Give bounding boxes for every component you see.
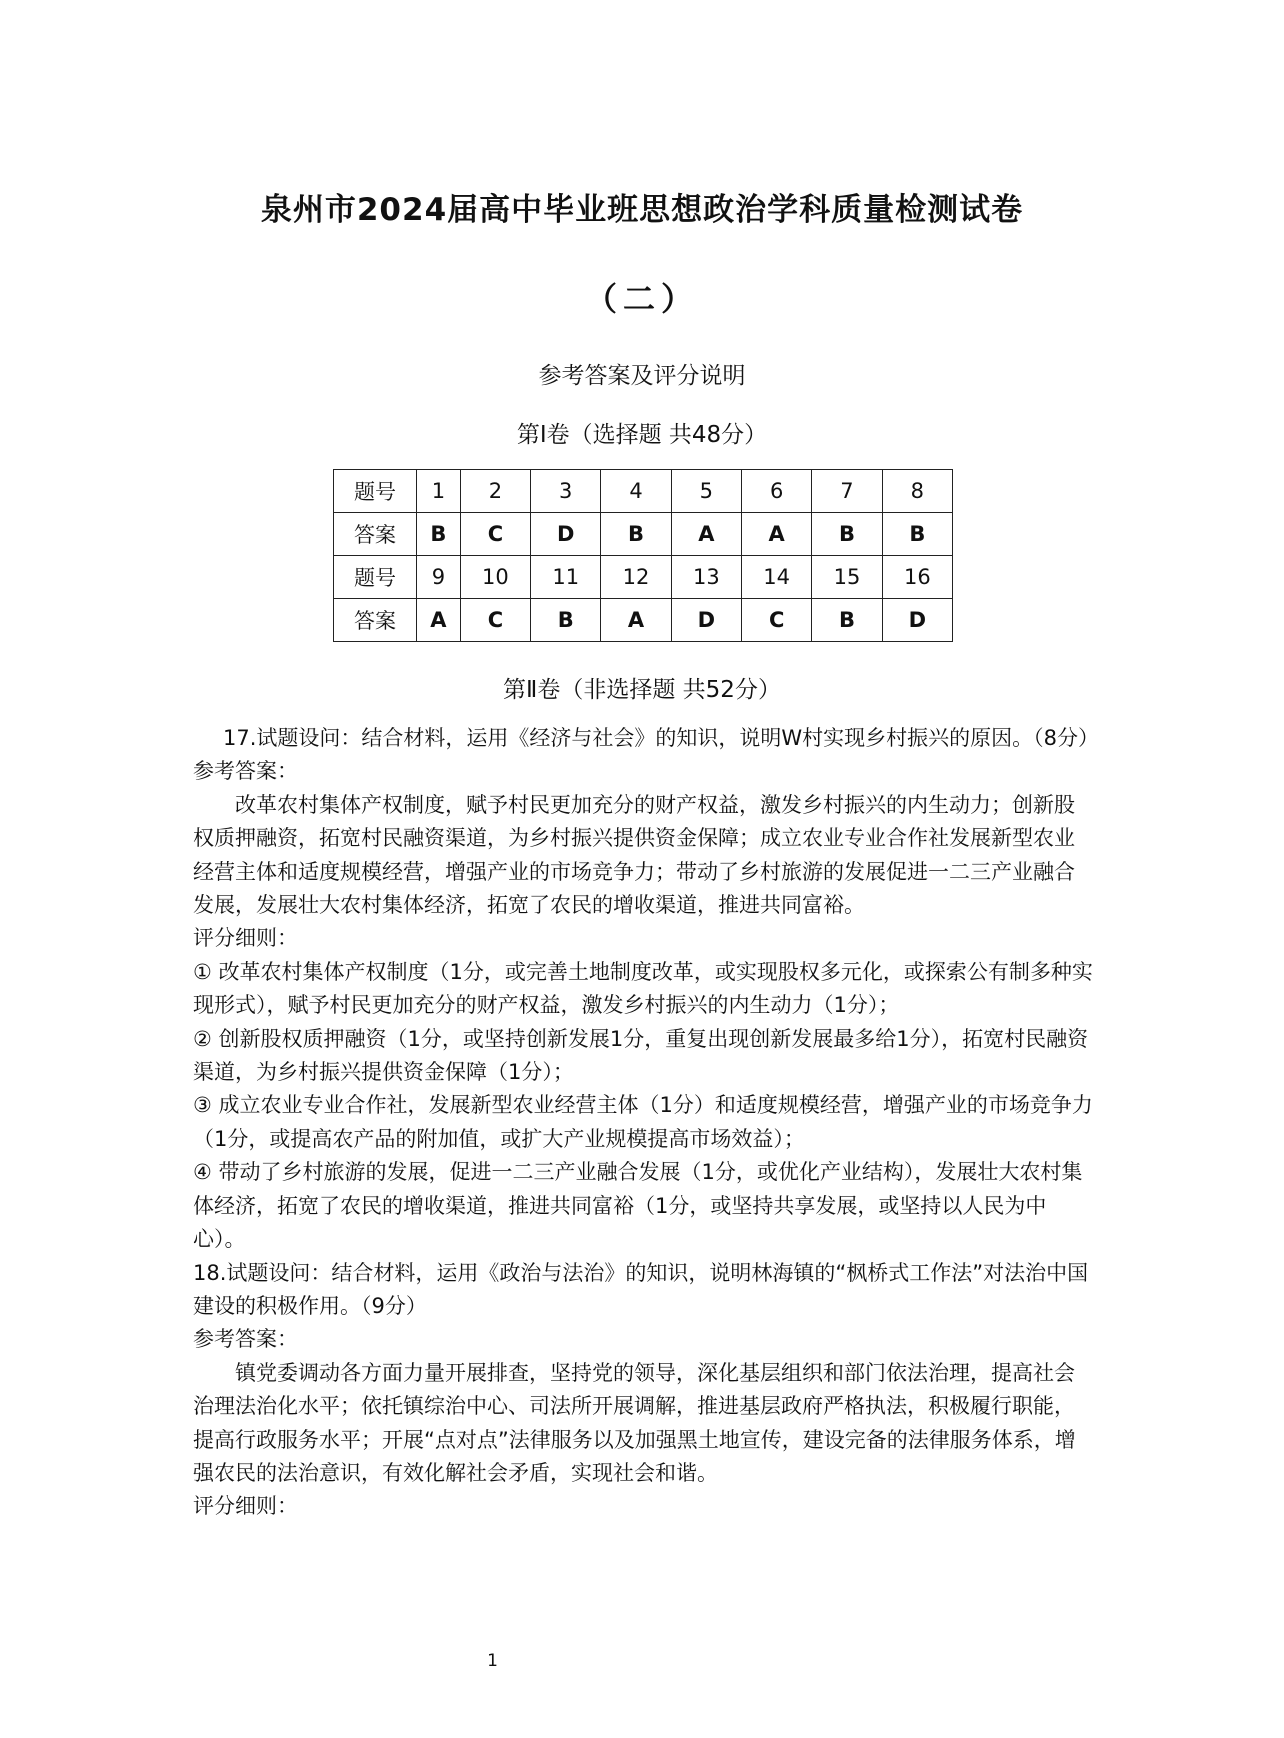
question-number: 3 <box>531 470 601 513</box>
answer-cell: B <box>812 513 882 556</box>
section-2-title: 第Ⅱ卷（非选择题 共52分） <box>503 677 781 703</box>
page-subtitle: （二） <box>584 280 699 318</box>
q17-rule-4: ④ 带动了乡村旅游的发展，促进一二三产业融合发展（1分，或优化产业结构），发展壮大农村集体经济，拓宽了农民的增收渠道，推进共同富裕（1分，或坚持共享发展，或坚持以人民为中心）。 <box>193 1160 1083 1252</box>
answer-cell: A <box>601 599 671 642</box>
question-number: 6 <box>742 470 812 513</box>
q17-rule-1: ① 改革农村集体产权制度（1分，或完善土地制度改革，或实现股权多元化，或探索公有制多种实现形式），赋予村民更加充分的财产权益，激发乡村振兴的内生动力（1分）； <box>193 959 1093 1018</box>
question-number: 12 <box>601 556 671 599</box>
question-number: 1 <box>417 470 461 513</box>
q18-rules-label: 评分细则： <box>193 1494 298 1519</box>
page-title: 泉州市2024届高中毕业班思想政治学科质量检测试卷 <box>260 192 1024 228</box>
answer-cell: A <box>742 513 812 556</box>
question-number: 4 <box>601 470 671 513</box>
answer-cell: B <box>812 599 882 642</box>
table-row <box>334 513 953 556</box>
answer-cell: A <box>417 599 461 642</box>
q17-question: 17.试题设问：结合材料，运用《经济与社会》的知识，说明W村实现乡村振兴的原因。（8分） <box>223 726 1100 750</box>
table-row <box>334 470 953 513</box>
q17-rule-2: ② 创新股权质押融资（1分，或坚持创新发展1分，重复出现创新发展最多给1分），拓宽村民融资渠道，为乡村振兴提供资金保障（1分）； <box>193 1026 1089 1085</box>
question-number: 13 <box>671 556 741 599</box>
question-number: 5 <box>671 470 741 513</box>
answer-cell: B <box>531 599 601 642</box>
q17-answer: 改革农村集体产权制度，赋予村民更加充分的财产权益，激发乡村振兴的内生动力；创新股权质押融资，拓宽村民融资渠道，为乡村振兴提供资金保障；成立农业专业合作社发展新型农业经营主体和适度规模经营，增强产业的市场竞争力；带动了乡村旅游的发展促进一二三产业融合发展，发展壮大农村集体经济，拓宽了农民的增收渠道，推进共同富裕。 <box>193 792 1075 918</box>
answer-cell: B <box>882 513 952 556</box>
row-label: 答案 <box>334 599 417 642</box>
question-number: 8 <box>882 470 952 513</box>
q17-rule-3: ③ 成立农业专业合作社，发展新型农业经营主体（1分）和适度规模经营，增强产业的市场竞争力（1分，或提高农产品的附加值，或扩大产业规模提高市场效益）； <box>193 1093 1093 1151</box>
answer-cell: B <box>417 513 461 556</box>
question-number: 9 <box>417 556 461 599</box>
answer-cell: D <box>531 513 601 556</box>
answer-cell: C <box>742 599 812 642</box>
q18-answer: 镇党委调动各方面力量开展排查，坚持党的领导，深化基层组织和部门依法治理，提高社会治理法治化水平；依托镇综治中心、司法所开展调解，推进基层政府严格执法，积极履行职能，提高行政服务水平；开展“点对点”法律服务以及加强黑土地宣传，建设完备的法律服务体系，增强农民的法治意识，有效化解社会矛盾，实现社会和谐。 <box>193 1360 1076 1485</box>
row-label: 答案 <box>334 513 417 556</box>
answer-heading: 参考答案及评分说明 <box>538 363 746 389</box>
row-label: 题号 <box>334 556 417 599</box>
answer-cell: C <box>460 513 530 556</box>
question-number: 11 <box>531 556 601 599</box>
question-number: 2 <box>460 470 530 513</box>
q18-question: 18.试题设问：结合材料，运用《政治与法治》的知识，说明林海镇的“枫桥式工作法”对法治中国建设的积极作用。（9分） <box>193 1260 1089 1318</box>
document-body <box>193 722 1100 1524</box>
answer-cell: D <box>882 599 952 642</box>
question-number: 10 <box>460 556 530 599</box>
question-number: 15 <box>812 556 882 599</box>
answer-cell: A <box>671 513 741 556</box>
page-number: 1 <box>487 1651 498 1671</box>
answer-table <box>333 469 953 642</box>
answer-cell: B <box>601 513 671 556</box>
q17-answer-label: 参考答案： <box>193 759 298 784</box>
answer-cell: D <box>671 599 741 642</box>
question-number: 16 <box>882 556 952 599</box>
q17-rules-label: 评分细则： <box>193 926 298 951</box>
question-number: 14 <box>742 556 812 599</box>
q18-answer-label: 参考答案： <box>193 1327 298 1352</box>
question-number: 7 <box>812 470 882 513</box>
answer-cell: C <box>460 599 530 642</box>
section-1-title: 第Ⅰ卷（选择题 共48分） <box>516 422 768 448</box>
row-label: 题号 <box>334 470 417 513</box>
table-row <box>334 599 953 642</box>
table-row <box>334 556 953 599</box>
